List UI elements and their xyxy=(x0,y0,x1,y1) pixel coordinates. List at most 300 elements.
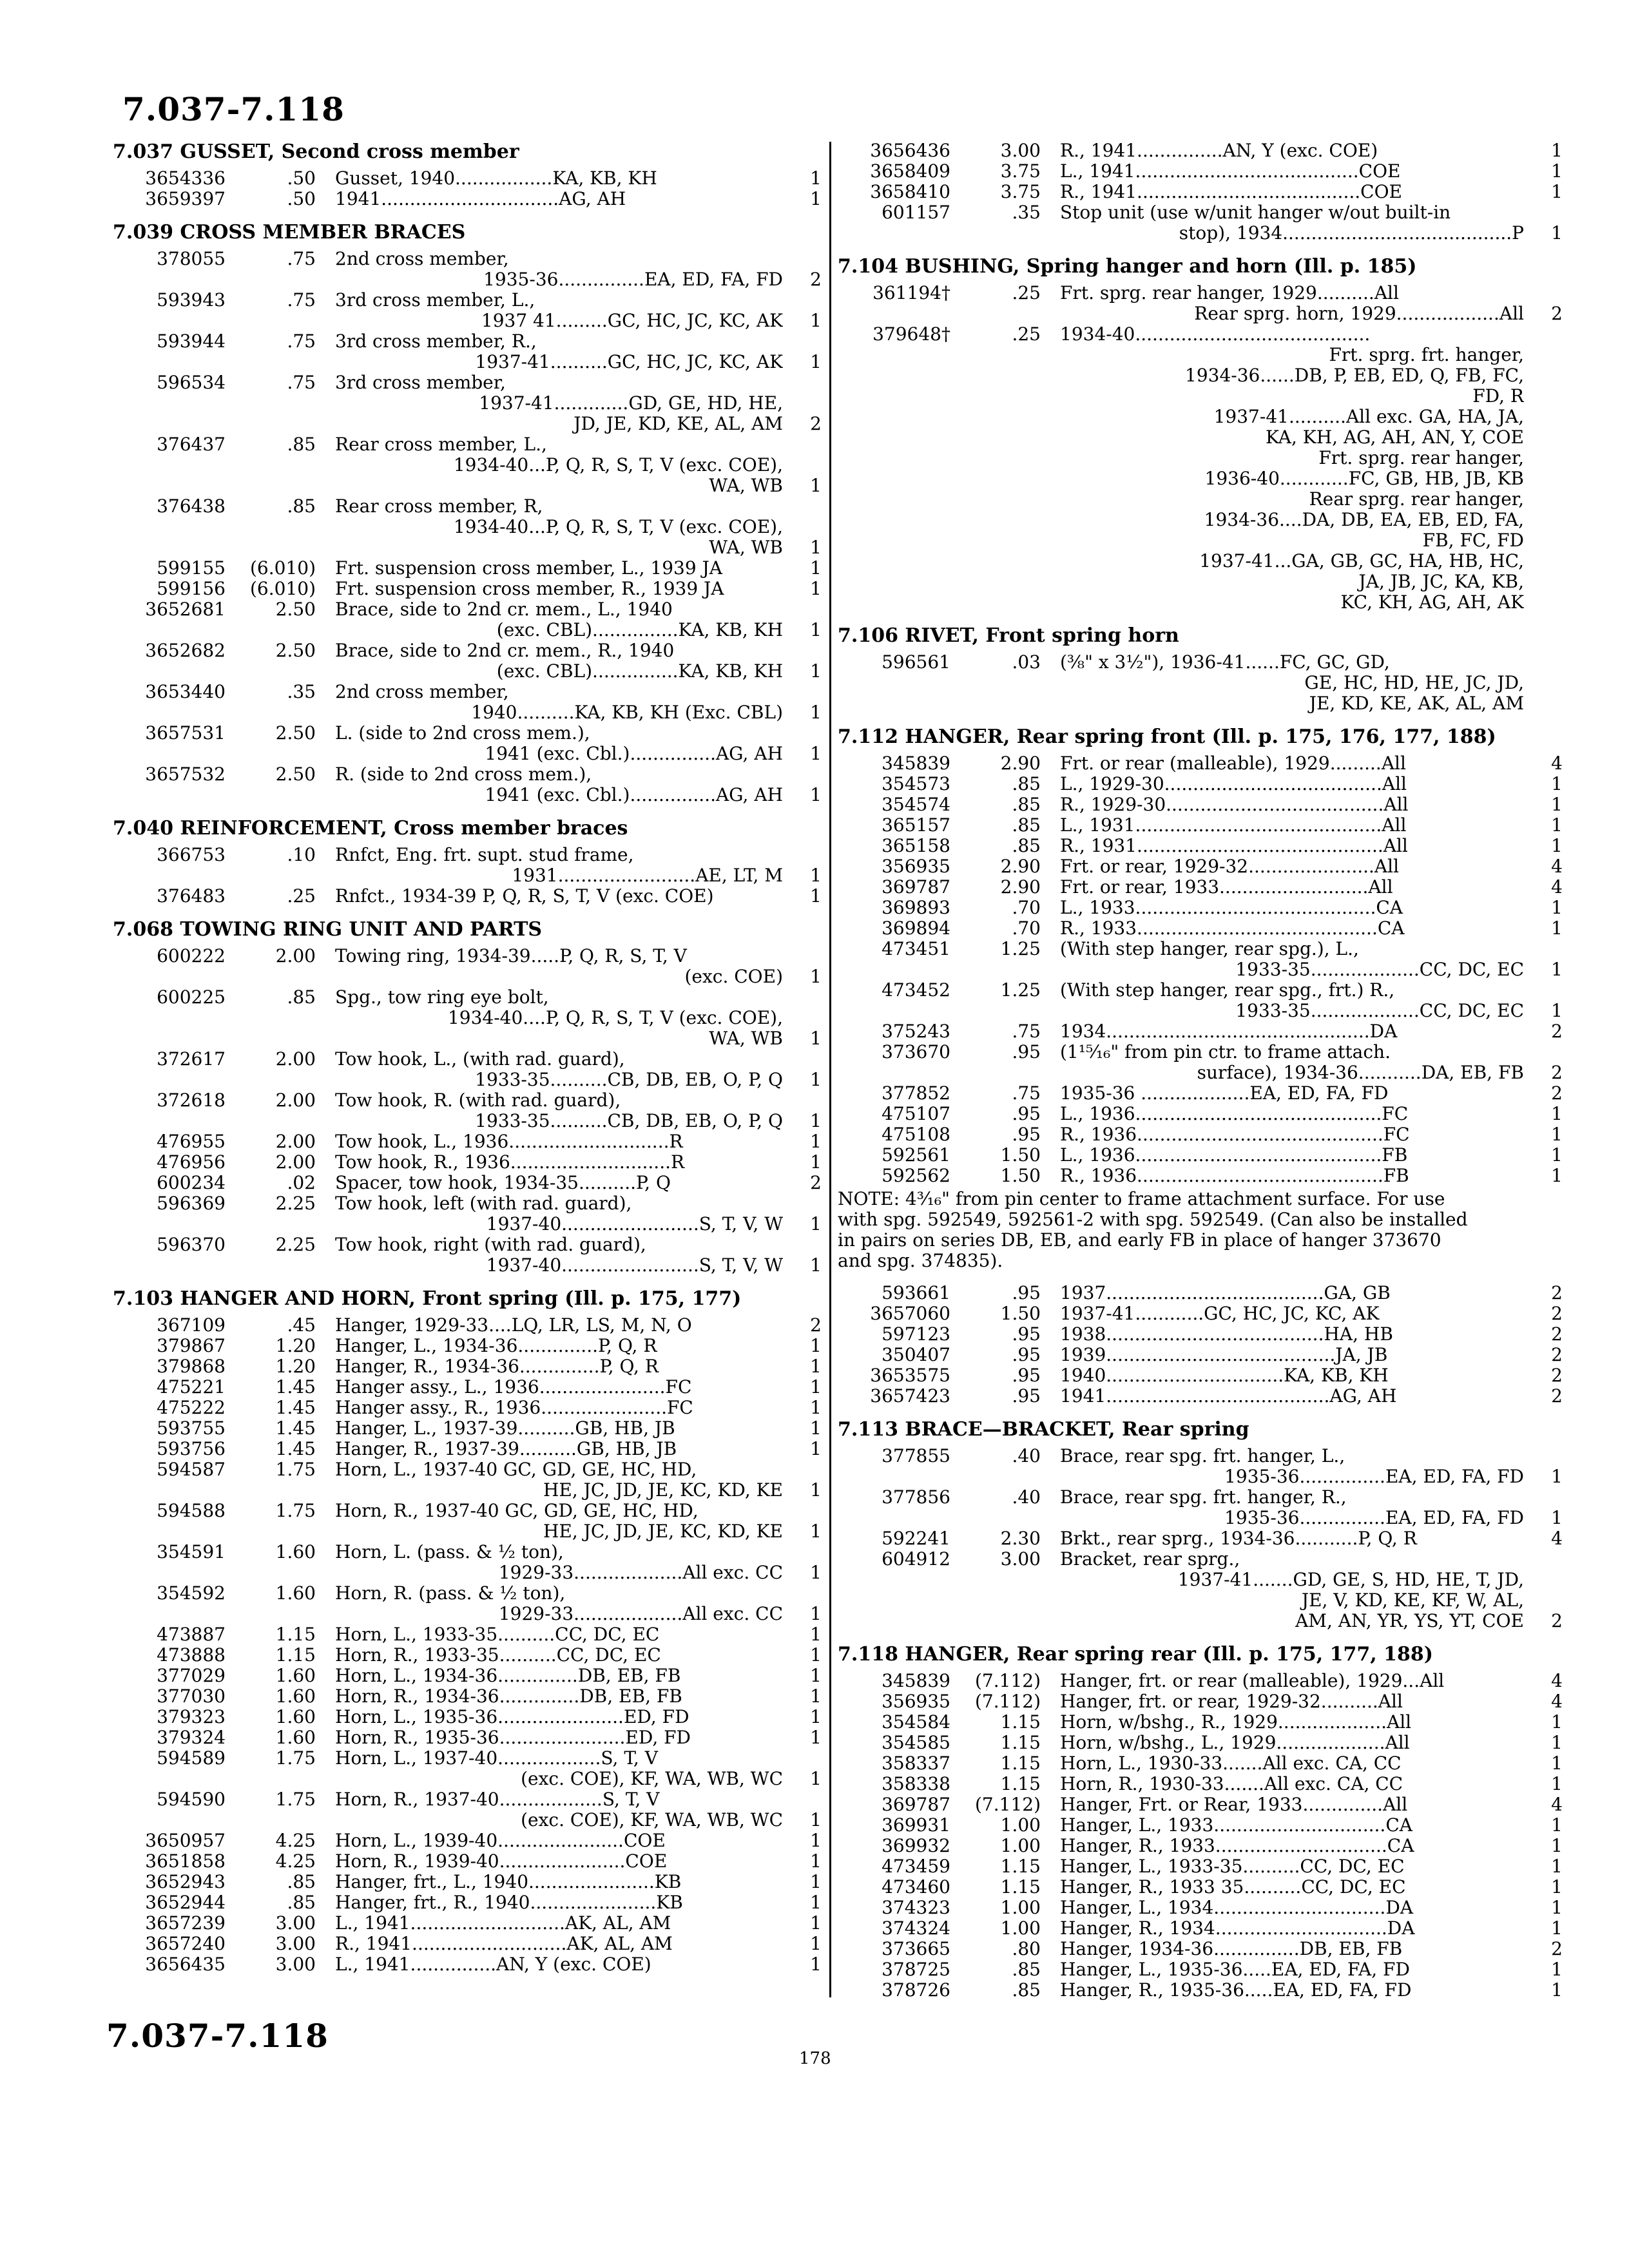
part-description xyxy=(1041,652,1524,714)
description-line: L. (side to 2nd cross mem.), xyxy=(335,723,590,744)
description-line: R., 1941.......................................COE xyxy=(1060,182,1402,202)
part-quantity: 1 xyxy=(810,168,822,189)
part-price: .85 xyxy=(287,1892,316,1913)
part-number: 473888 xyxy=(157,1644,226,1666)
part-description xyxy=(1041,1671,1524,1691)
description-line: 3rd cross member, xyxy=(335,372,506,393)
part-description xyxy=(316,1913,783,1934)
description-line: Hanger, R., 1933 35..........CC, DC, EC xyxy=(1060,1877,1406,1898)
description-line: Hanger, frt. or rear (malleable), 1929...All xyxy=(1060,1671,1445,1691)
description-line: Towing ring, 1934-39.....P, Q, R, S, T, V xyxy=(335,946,687,966)
description-line: (exc. COE), KF, WA, WB, WC xyxy=(521,1810,783,1831)
part-description xyxy=(316,1439,783,1459)
part-quantity: 2 xyxy=(1551,1303,1563,1324)
part-row xyxy=(113,189,822,209)
part-price: (6.010) xyxy=(249,557,316,579)
part-number: 592562 xyxy=(882,1165,950,1186)
part-number: 376483 xyxy=(157,885,226,907)
description-line: JA, JB, JC, KA, KB, xyxy=(1358,572,1524,592)
part-description xyxy=(1041,1386,1524,1407)
part-price: 3.00 xyxy=(1000,140,1041,161)
description-line: (exc. CBL)...............KA, KB, KH xyxy=(496,620,783,640)
part-row xyxy=(838,1124,1563,1145)
part-price: 2.25 xyxy=(275,1193,316,1214)
part-row xyxy=(113,496,822,558)
description-line: (With step hanger, rear spg., frt.) R., xyxy=(1060,980,1395,1001)
part-number: 593944 xyxy=(157,331,226,352)
description-line: R., 1929-30......................................All xyxy=(1060,794,1409,815)
part-number: 593943 xyxy=(157,289,226,311)
part-price: 3.00 xyxy=(275,1954,316,1975)
part-price: (7.112) xyxy=(974,1794,1041,1815)
description-line: Horn, w/bshg., L., 1929...................All xyxy=(1060,1733,1410,1753)
part-description xyxy=(316,1624,783,1645)
description-line: R., 1936...........................................FC xyxy=(1060,1124,1410,1145)
description-line: Brkt., rear sprg., 1934-36...........P, Q, R xyxy=(1060,1528,1417,1549)
description-line: Frt. or rear (malleable), 1929.........All xyxy=(1060,753,1406,774)
description-line: 1940..........KA, KB, KH (Exc. CBL) xyxy=(471,702,783,723)
part-number: 594589 xyxy=(157,1747,226,1769)
part-price: 1.60 xyxy=(275,1582,316,1604)
part-row xyxy=(113,1686,822,1707)
description-line: L., 1941...............AN, Y (exc. COE) xyxy=(335,1954,651,1975)
part-description xyxy=(316,946,783,987)
part-row xyxy=(113,1583,822,1624)
part-price: .25 xyxy=(1012,282,1041,303)
part-description xyxy=(1041,1733,1524,1753)
part-number: 369893 xyxy=(882,897,950,918)
part-number: 377852 xyxy=(882,1082,950,1104)
part-price: .70 xyxy=(1012,918,1041,939)
part-price: 1.15 xyxy=(275,1644,316,1666)
part-description xyxy=(1041,898,1524,918)
part-quantity: 2 xyxy=(1551,1021,1563,1042)
part-row xyxy=(113,723,822,764)
description-line: Horn, L., 1934-36..............DB, EB, FB xyxy=(335,1666,681,1686)
part-quantity: 4 xyxy=(1551,1528,1563,1549)
part-quantity: 2 xyxy=(1551,1082,1563,1104)
part-description xyxy=(1041,856,1524,877)
part-row xyxy=(113,1356,822,1377)
part-number: 358337 xyxy=(882,1753,950,1774)
description-line: Rear cross member, R, xyxy=(335,496,543,517)
part-description xyxy=(1041,815,1524,836)
part-description xyxy=(316,1542,783,1583)
part-row xyxy=(838,1712,1563,1733)
description-line: Horn, L., 1939-40......................COE xyxy=(335,1831,666,1851)
part-quantity: 1 xyxy=(810,537,822,558)
part-quantity xyxy=(1524,652,1563,693)
part-number: 3658409 xyxy=(870,160,950,182)
part-description xyxy=(316,1892,783,1913)
part-quantity: 1 xyxy=(810,1644,822,1666)
description-line: Rear sprg. rear hanger, xyxy=(1309,489,1524,510)
part-quantity: 1 xyxy=(810,1213,822,1235)
part-price: 3.75 xyxy=(1000,160,1041,182)
description-line: 1929-33...................All exc. CC xyxy=(498,1604,783,1624)
part-row xyxy=(838,1815,1563,1836)
part-price: 1.60 xyxy=(275,1727,316,1748)
part-quantity: 1 xyxy=(810,1768,822,1789)
description-line: Hanger, frt. or rear, 1929-32..........All xyxy=(1060,1691,1403,1712)
part-quantity: 2 xyxy=(1551,1365,1563,1386)
part-description xyxy=(316,372,783,434)
part-number: 593756 xyxy=(157,1438,226,1459)
part-quantity: 1 xyxy=(1551,1917,1563,1939)
description-line: 1933-35...................CC, DC, EC xyxy=(1235,959,1524,980)
description-line: 1937-40........................S, T, V, W xyxy=(486,1255,783,1276)
part-row xyxy=(838,1021,1563,1042)
note-line: NOTE: 4³⁄₁₆" from pin center to frame attachment surface. For use xyxy=(838,1188,1445,1209)
part-price: .95 xyxy=(1012,1365,1041,1386)
part-description xyxy=(316,1090,783,1131)
part-row xyxy=(838,1959,1563,1980)
part-description xyxy=(316,1418,783,1439)
description-line: Horn, L., 1935-36......................ED, FD xyxy=(335,1707,689,1727)
section-heading: 7.112 HANGER, Rear spring front (Ill. p. 175, 176, 177, 188) xyxy=(838,726,1496,748)
part-price: .85 xyxy=(287,434,316,455)
part-price: 2.00 xyxy=(275,1131,316,1152)
part-number: 369932 xyxy=(882,1835,950,1856)
part-number: 3658410 xyxy=(870,181,950,202)
part-description xyxy=(1041,1549,1524,1631)
description-line: FD, R xyxy=(1472,386,1524,407)
part-quantity: 1 xyxy=(810,1151,822,1173)
part-row xyxy=(113,1090,822,1131)
part-quantity: 1 xyxy=(810,1665,822,1686)
part-quantity: 1 xyxy=(810,1376,822,1398)
part-description xyxy=(1041,1959,1524,1980)
part-price: .85 xyxy=(1012,1959,1041,1980)
description-line: JE, KD, KE, AK, AL, AM xyxy=(1309,693,1524,714)
part-quantity: 2 xyxy=(810,269,822,290)
description-line: Hanger, R., 1933..............................CA xyxy=(1060,1836,1414,1856)
part-row xyxy=(113,1542,822,1583)
part-number: 365157 xyxy=(882,814,950,836)
part-description xyxy=(316,1398,783,1418)
part-row xyxy=(838,1166,1563,1186)
part-description xyxy=(316,290,783,331)
part-number: 354585 xyxy=(882,1732,950,1753)
part-quantity: 1 xyxy=(1551,1876,1563,1898)
description-line: 1937-40........................S, T, V, W xyxy=(486,1214,783,1235)
part-row xyxy=(113,1707,822,1727)
part-row xyxy=(113,1624,822,1645)
description-line: WA, WB xyxy=(709,476,783,496)
part-row xyxy=(838,1386,1563,1407)
description-line: 1935-36 ...................EA, ED, FA, FD xyxy=(1060,1083,1389,1104)
part-quantity: 1 xyxy=(810,1028,822,1049)
part-number: 596534 xyxy=(157,372,226,393)
part-number: 361194† xyxy=(872,282,950,303)
page-number: 178 xyxy=(799,2049,831,2068)
part-description xyxy=(316,1193,783,1235)
description-line: 1929-33...................All exc. CC xyxy=(498,1562,783,1583)
part-row xyxy=(113,168,822,189)
part-row xyxy=(838,652,1563,714)
part-quantity: 1 xyxy=(1551,1814,1563,1836)
part-row xyxy=(113,290,822,331)
part-row xyxy=(113,1398,822,1418)
part-number: 476955 xyxy=(157,1131,226,1152)
part-price: 3.00 xyxy=(275,1933,316,1954)
part-number: 376438 xyxy=(157,495,226,517)
part-description xyxy=(316,1131,783,1152)
part-row xyxy=(113,1892,822,1913)
part-quantity: 1 xyxy=(810,1686,822,1707)
description-line: Frt. suspension cross member, R., 1939 JA xyxy=(335,579,724,599)
part-price: 1.45 xyxy=(275,1418,316,1439)
part-row xyxy=(838,1794,1563,1815)
description-line: 1937......................................GA, GB xyxy=(1060,1283,1391,1303)
part-quantity: 1 xyxy=(810,1356,822,1377)
part-quantity: 2 xyxy=(1551,1385,1563,1407)
part-number: 373665 xyxy=(882,1938,950,1959)
part-number: 476956 xyxy=(157,1151,226,1173)
description-line: Hanger, L., 1934-36..............P, Q, R xyxy=(335,1336,657,1356)
part-quantity: 1 xyxy=(810,784,822,805)
part-number: 3656435 xyxy=(145,1954,226,1975)
part-row xyxy=(113,1235,822,1276)
part-price: 1.75 xyxy=(275,1747,316,1769)
part-row xyxy=(838,1324,1563,1345)
section-heading: 7.040 REINFORCEMENT, Cross member braces xyxy=(113,817,628,840)
section-heading: 7.106 RIVET, Front spring horn xyxy=(838,624,1179,647)
part-quantity: 1 xyxy=(810,310,822,331)
part-quantity: 2 xyxy=(1551,1938,1563,1959)
part-row xyxy=(113,764,822,805)
description-line: L., 1936...........................................FB xyxy=(1060,1145,1408,1166)
part-row xyxy=(838,774,1563,794)
part-number: 3651858 xyxy=(145,1850,226,1872)
description-line: Horn, R., 1934-36..............DB, EB, FB xyxy=(335,1686,682,1707)
part-description xyxy=(1041,980,1524,1021)
part-row xyxy=(838,1671,1563,1691)
part-price: 1.75 xyxy=(275,1789,316,1810)
part-row xyxy=(113,946,822,987)
part-number: 379648† xyxy=(872,323,950,345)
part-row xyxy=(838,1345,1563,1365)
description-line: Bracket, rear sprg., xyxy=(1060,1549,1240,1570)
description-line: Hanger, L., 1933-35..........CC, DC, EC xyxy=(1060,1856,1405,1877)
part-description xyxy=(316,1583,783,1624)
part-number: 379868 xyxy=(157,1356,226,1377)
part-number: 473459 xyxy=(882,1856,950,1877)
part-row xyxy=(838,815,1563,836)
description-line: Tow hook, L., 1936............................R xyxy=(335,1131,683,1152)
part-number: 3654336 xyxy=(145,168,226,189)
part-price: 1.60 xyxy=(275,1541,316,1562)
part-quantity: 1 xyxy=(810,1479,822,1501)
part-description xyxy=(1041,1446,1524,1487)
part-number: 596370 xyxy=(157,1234,226,1255)
description-line: 1937-41............GC, HC, JC, KC, AK xyxy=(1060,1303,1380,1324)
part-row xyxy=(113,372,822,434)
part-quantity: 1 xyxy=(810,885,822,907)
description-line: 2nd cross member, xyxy=(335,249,509,269)
part-number: 354574 xyxy=(882,794,950,815)
part-description xyxy=(316,1954,783,1975)
description-line: Horn, L., 1937-40..................S, T, V xyxy=(335,1748,658,1769)
part-description xyxy=(1041,1283,1524,1303)
part-description xyxy=(1041,794,1524,815)
description-line: Horn, R., 1935-36......................ED, FD xyxy=(335,1727,691,1748)
part-quantity: 1 xyxy=(1551,1753,1563,1774)
part-quantity: 1 xyxy=(810,1706,822,1727)
description-line: FB, FC, FD xyxy=(1422,530,1524,551)
part-quantity: 1 xyxy=(810,1418,822,1439)
part-number: 356935 xyxy=(882,1691,950,1712)
part-description xyxy=(1041,1712,1524,1733)
part-description xyxy=(316,558,783,579)
part-row xyxy=(113,1336,822,1356)
part-price: .85 xyxy=(1012,773,1041,794)
part-description xyxy=(1041,182,1524,202)
part-description xyxy=(316,496,783,558)
part-price: 1.75 xyxy=(275,1500,316,1521)
part-number: 372617 xyxy=(157,1048,226,1070)
description-line: 1934-36....DA, DB, EA, EB, ED, FA, xyxy=(1204,510,1524,530)
description-line: Hanger assy., R., 1936......................FC xyxy=(335,1398,693,1418)
part-row xyxy=(838,182,1563,202)
part-row xyxy=(113,1831,822,1851)
part-row xyxy=(838,1303,1563,1324)
part-description xyxy=(1041,1324,1524,1345)
part-quantity: 4 xyxy=(1551,1691,1563,1712)
part-quantity: 4 xyxy=(1551,753,1563,774)
part-price: .40 xyxy=(1012,1486,1041,1508)
part-number: 592561 xyxy=(882,1144,950,1166)
description-line: Horn, R., 1937-40 GC, GD, GE, HC, HD, xyxy=(335,1501,699,1521)
part-description xyxy=(316,1501,783,1542)
part-description xyxy=(316,189,783,209)
part-quantity: 1 xyxy=(810,1727,822,1748)
part-price: .40 xyxy=(1012,1445,1041,1466)
description-line: 3rd cross member, L., xyxy=(335,290,535,311)
part-price: (7.112) xyxy=(974,1670,1041,1691)
part-price: 3.00 xyxy=(275,1912,316,1934)
part-price: .75 xyxy=(287,289,316,311)
part-quantity: 1 xyxy=(1551,959,1563,980)
part-number: 379323 xyxy=(157,1706,226,1727)
part-quantity: 1 xyxy=(810,1131,822,1152)
description-line: Frt. sprg. rear hanger, 1929..........All xyxy=(1060,283,1399,303)
part-price: (6.010) xyxy=(249,578,316,599)
part-row xyxy=(113,1049,822,1090)
description-line: Frt. sprg. frt. hanger, xyxy=(1329,345,1524,365)
part-description xyxy=(1041,1365,1524,1386)
part-description xyxy=(316,168,783,189)
part-number: 475107 xyxy=(882,1103,950,1124)
part-row xyxy=(838,1446,1563,1487)
part-price: 2.00 xyxy=(275,1151,316,1173)
description-line: 1934-40......................................... xyxy=(1060,324,1371,345)
part-description xyxy=(316,845,783,886)
part-row xyxy=(113,558,822,579)
part-number: 354591 xyxy=(157,1541,226,1562)
part-price: .35 xyxy=(287,681,316,702)
description-line: GE, HC, HD, HE, JC, JD, xyxy=(1304,673,1524,693)
part-price: .85 xyxy=(287,986,316,1008)
part-quantity: 1 xyxy=(810,1562,822,1583)
part-quantity: 1 xyxy=(810,1892,822,1913)
part-description xyxy=(1041,1303,1524,1324)
part-row xyxy=(113,579,822,599)
part-price: 1.60 xyxy=(275,1686,316,1707)
description-line: L., 1931...........................................All xyxy=(1060,815,1407,836)
part-number: 604912 xyxy=(882,1548,950,1570)
note-block xyxy=(838,1189,1563,1271)
description-line: R., 1933..........................................CA xyxy=(1060,918,1405,939)
part-number: 379324 xyxy=(157,1727,226,1748)
part-price: .25 xyxy=(1012,323,1041,345)
part-price: 1.45 xyxy=(275,1376,316,1398)
description-line: Horn, R. (pass. & ½ ton), xyxy=(335,1583,566,1604)
part-description xyxy=(1041,1939,1524,1959)
part-quantity: 1 xyxy=(810,1933,822,1954)
part-quantity: 2 xyxy=(1551,1610,1563,1631)
part-quantity: 1 xyxy=(1551,897,1563,918)
part-quantity: 1 xyxy=(810,188,822,209)
part-number: 3657531 xyxy=(145,722,226,744)
part-description xyxy=(316,1872,783,1892)
part-price: 1.45 xyxy=(275,1438,316,1459)
part-price: .80 xyxy=(1012,1938,1041,1959)
part-description xyxy=(1041,1753,1524,1774)
part-number: 3657239 xyxy=(145,1912,226,1934)
part-price: 2.50 xyxy=(275,764,316,785)
description-line: Hanger, L., 1934..............................DA xyxy=(1060,1898,1413,1918)
part-row xyxy=(113,1789,822,1831)
description-line: Brace, rear spg. frt. hanger, L., xyxy=(1060,1446,1345,1466)
description-line: Brace, side to 2nd cr. mem., R., 1940 xyxy=(335,640,675,661)
description-line: KC, KH, AG, AH, AK xyxy=(1340,592,1524,613)
description-line: Tow hook, L., (with rad. guard), xyxy=(335,1049,625,1070)
part-number: 356935 xyxy=(882,856,950,877)
part-row xyxy=(113,987,822,1049)
description-line: Gusset, 1940.................KA, KB, KH xyxy=(335,168,657,189)
part-price: 1.00 xyxy=(1000,1917,1041,1939)
description-line: Hanger assy., L., 1936......................FC xyxy=(335,1377,692,1398)
part-price: .70 xyxy=(1012,897,1041,918)
part-row xyxy=(113,1315,822,1336)
description-line: Frt. or rear, 1933..........................All xyxy=(1060,877,1393,898)
part-number: 3653440 xyxy=(145,681,226,702)
part-row xyxy=(838,1145,1563,1166)
description-line: Rnfct, Eng. frt. supt. stud frame, xyxy=(335,845,634,865)
part-row xyxy=(838,1856,1563,1877)
part-price: .95 xyxy=(1012,1344,1041,1365)
description-line: 1934-40....P, Q, R, S, T, V (exc. COE), xyxy=(447,1008,783,1028)
part-price: 1.25 xyxy=(1000,938,1041,959)
part-description xyxy=(316,1377,783,1398)
left-column xyxy=(113,140,822,1975)
description-line: 1937-41..........GC, HC, JC, KC, AK xyxy=(475,352,783,372)
part-description xyxy=(1041,1794,1524,1815)
note-line: and spg. 374835). xyxy=(838,1250,1003,1271)
part-number: 378725 xyxy=(882,1959,950,1980)
part-description xyxy=(1041,1877,1524,1898)
part-row xyxy=(838,877,1563,898)
part-quantity: 1 xyxy=(1551,160,1563,182)
description-line: Frt. suspension cross member, L., 1939 JA xyxy=(335,558,723,579)
part-quantity: 1 xyxy=(810,1603,822,1624)
part-description xyxy=(316,1748,783,1789)
description-line: L., 1929-30......................................All xyxy=(1060,774,1407,794)
part-price: .75 xyxy=(287,248,316,269)
description-line: (exc. CBL)...............KA, KB, KH xyxy=(496,661,783,682)
part-number: 369787 xyxy=(882,876,950,898)
